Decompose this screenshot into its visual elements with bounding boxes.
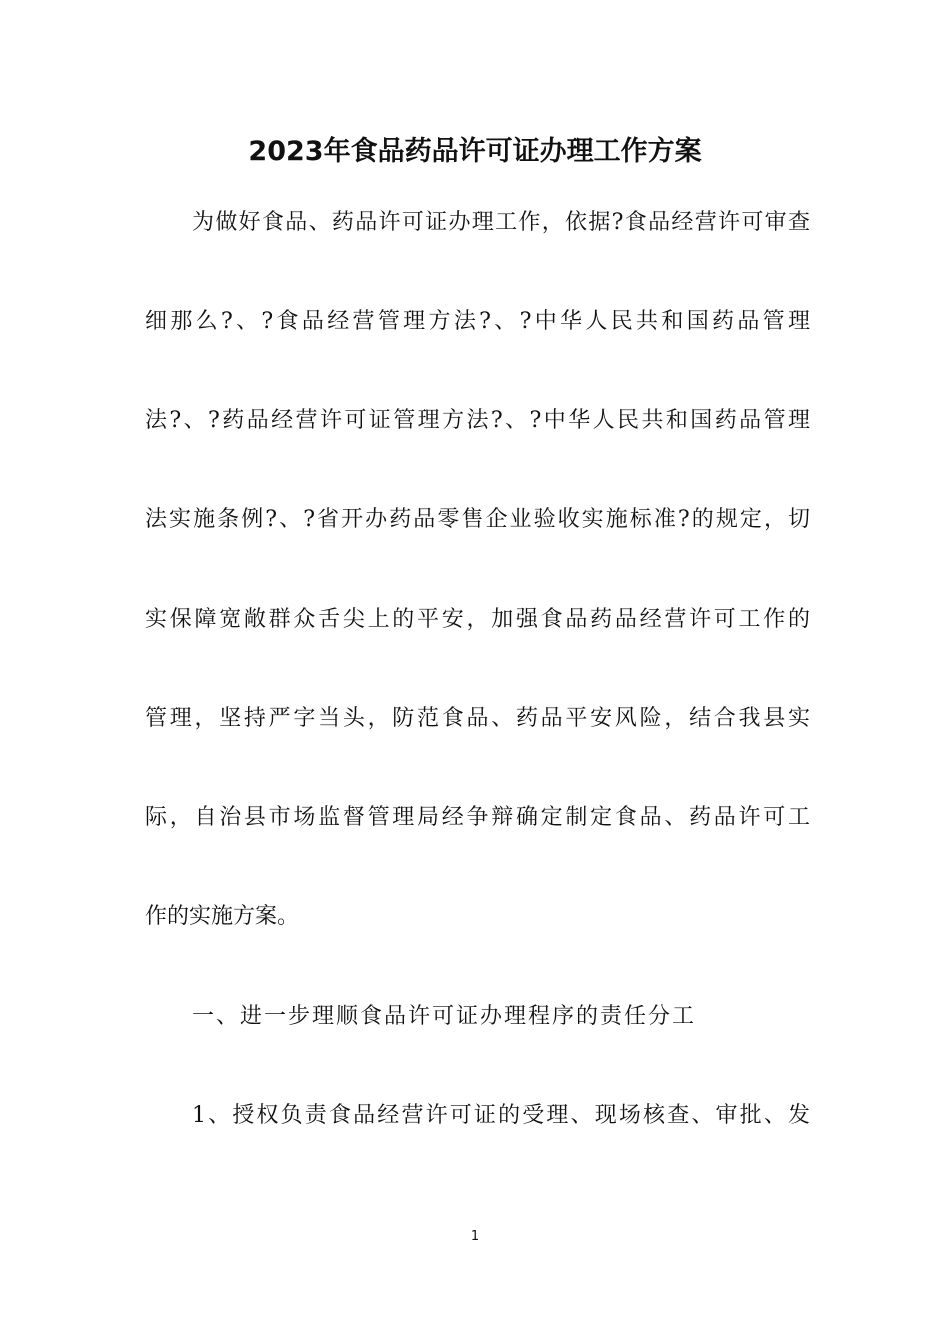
- intro-line-4: 法实施条例?、?省开办药品零售企业验收实施标准?的规定，切: [145, 507, 810, 532]
- intro-line-3: 法?、?药品经营许可证管理方法?、?中华人民共和国药品管理: [145, 408, 810, 433]
- item-1-line: 1、授权负责食品经营许可证的受理、现场核查、审批、发: [192, 1103, 810, 1128]
- intro-line-6: 管理，坚持严字当头，防范食品、药品平安风险，结合我县实: [145, 706, 810, 731]
- section-heading: 一、进一步理顺食品许可证办理程序的责任分工: [192, 1004, 697, 1029]
- intro-line-1: 为做好食品、药品许可证办理工作，依据?食品经营许可审查: [192, 210, 810, 235]
- page-number: 1: [470, 1229, 480, 1244]
- intro-line-8: 作的实施方案。: [145, 904, 300, 929]
- intro-line-5: 实保障宽敞群众舌尖上的平安，加强食品药品经营许可工作的: [145, 607, 810, 632]
- document-title: 2023年食品药品许可证办理工作方案: [248, 136, 702, 167]
- intro-line-2: 细那么?、?食品经营管理方法?、?中华人民共和国药品管理: [145, 309, 810, 334]
- intro-line-7: 际，自治县市场监督管理局经争辩确定制定食品、药品许可工: [145, 805, 810, 830]
